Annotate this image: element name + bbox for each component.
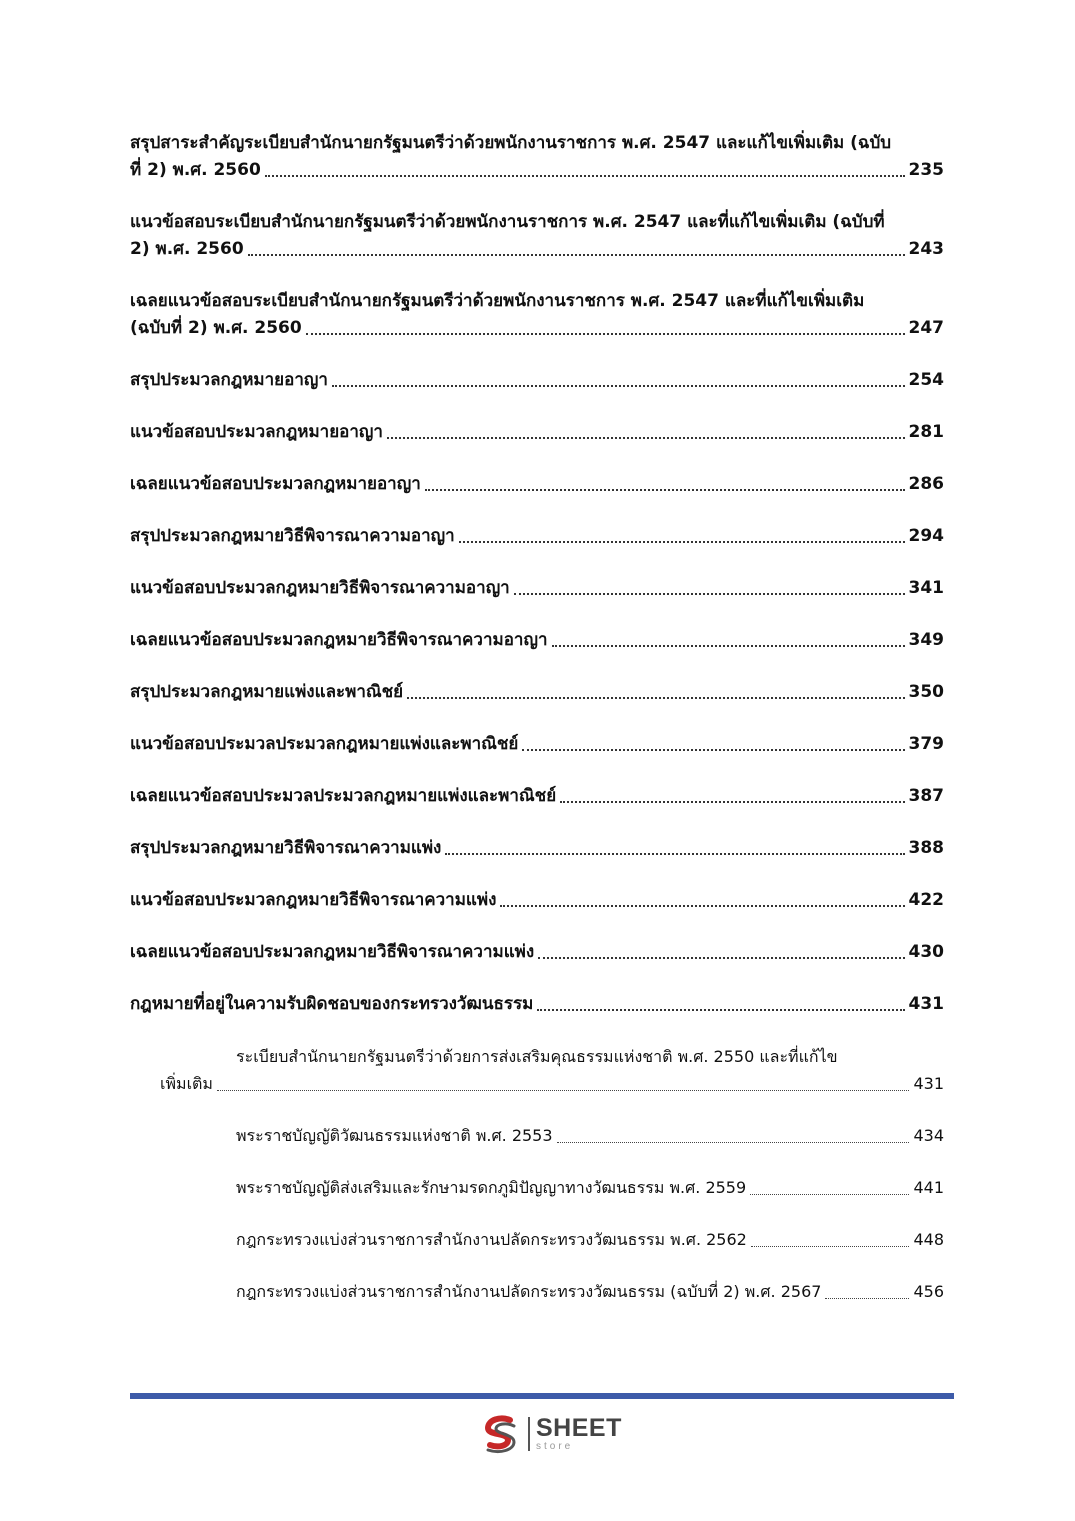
toc-entry-title: แนวข้อสอบประมวลกฎหมายอาญา: [130, 422, 383, 442]
dot-leader: [407, 697, 904, 699]
toc-entry[interactable]: [130, 731, 944, 758]
toc-subentry[interactable]: [130, 1226, 944, 1253]
toc-subentry-title: กฎกระทรวงแบ่งส่วนราชการสำนักงานปลัดกระทรวงวัฒนธรรม (ฉบับที่ 2) พ.ศ. 2567: [236, 1282, 822, 1301]
toc-entry[interactable]: [130, 130, 944, 184]
toc-entry-title: กฎหมายที่อยู่ในความรับผิดชอบของกระทรวงวัฒนธรรม: [130, 994, 534, 1014]
toc-entry-title: เฉลยแนวข้อสอบประมวลกฎหมายวิธีพิจารณาความอาญา: [130, 630, 548, 650]
toc-entry[interactable]: [130, 679, 944, 706]
dot-leader: [459, 541, 905, 543]
toc-entry[interactable]: [130, 471, 944, 498]
toc-entry-title: (ฉบับที่ 2) พ.ศ. 2560: [130, 318, 302, 338]
toc-entry-page: 294: [908, 526, 944, 546]
toc-subentry[interactable]: [130, 1122, 944, 1149]
dot-leader: [751, 1246, 910, 1247]
toc-subentry[interactable]: [130, 1043, 944, 1097]
toc-entry-title: แนวข้อสอบประมวลกฎหมายวิธีพิจารณาความแพ่ง: [130, 890, 497, 910]
toc-subentry-page: 448: [913, 1230, 944, 1249]
toc-entry-title-line1: แนวข้อสอบระเบียบสำนักนายกรัฐมนตรีว่าด้วยพนักงานราชการ พ.ศ. 2547 และที่แก้ไขเพิ่มเติม (ฉบับที่: [130, 212, 885, 232]
dot-leader: [306, 333, 905, 335]
toc-subentry-title: พระราชบัญญัติวัฒนธรรมแห่งชาติ พ.ศ. 2553: [236, 1126, 553, 1145]
toc-entry[interactable]: [130, 627, 944, 654]
toc-entry[interactable]: [130, 835, 944, 862]
sheet-store-logo: [478, 1412, 622, 1456]
toc-entry-page: 379: [908, 734, 944, 754]
dot-leader: [537, 1009, 904, 1011]
dot-leader: [825, 1298, 909, 1299]
toc-entry-page: 243: [908, 239, 944, 259]
toc-entry-page: 387: [908, 786, 944, 806]
toc-entry-title: เฉลยแนวข้อสอบประมวลประมวลกฎหมายแพ่งและพาณิชย์: [130, 786, 557, 806]
logo-sub-text: store: [536, 1441, 574, 1452]
dot-leader: [265, 175, 905, 177]
logo-wordmark: [536, 1416, 622, 1452]
toc-entry[interactable]: [130, 575, 944, 602]
toc-entry-title: สรุปประมวลกฎหมายวิธีพิจารณาความแพ่ง: [130, 838, 442, 858]
dot-leader: [514, 593, 905, 595]
toc-entry-title: แนวข้อสอบประมวลกฎหมายวิธีพิจารณาความอาญา: [130, 578, 510, 598]
footer-divider: [130, 1393, 954, 1399]
toc-entry-page: 388: [908, 838, 944, 858]
logo-main-text: SHEET: [536, 1414, 622, 1442]
dot-leader: [425, 489, 905, 491]
toc-entry-title: สรุปประมวลกฎหมายวิธีพิจารณาความอาญา: [130, 526, 455, 546]
toc-entry-page: 422: [908, 890, 944, 910]
toc-subentry-page: 434: [913, 1126, 944, 1145]
toc-entry-page: 349: [908, 630, 944, 650]
toc-entry-title-line1: เฉลยแนวข้อสอบระเบียบสำนักนายกรัฐมนตรีว่าด้วยพนักงานราชการ พ.ศ. 2547 และที่แก้ไขเพิ่มเติม: [130, 291, 865, 311]
toc-entry[interactable]: [130, 887, 944, 914]
toc-entry[interactable]: [130, 288, 944, 342]
table-of-contents: [130, 130, 944, 1330]
dot-leader: [750, 1194, 909, 1195]
toc-entry-title: สรุปประมวลกฎหมายแพ่งและพาณิชย์: [130, 682, 404, 702]
dot-leader: [557, 1142, 910, 1143]
toc-entry-page: 281: [908, 422, 944, 442]
toc-entry-title: 2) พ.ศ. 2560: [130, 239, 244, 259]
toc-entry-page: 254: [908, 370, 944, 390]
toc-entry-title: เฉลยแนวข้อสอบประมวลกฎหมายอาญา: [130, 474, 421, 494]
toc-entry-title: แนวข้อสอบประมวลประมวลกฎหมายแพ่งและพาณิชย์: [130, 734, 519, 754]
toc-entry-title: ที่ 2) พ.ศ. 2560: [130, 160, 261, 180]
logo-divider: [528, 1417, 530, 1451]
toc-entry-title-line1: สรุปสาระสำคัญระเบียบสำนักนายกรัฐมนตรีว่าด้วยพนักงานราชการ พ.ศ. 2547 และแก้ไขเพิ่มเติม (ฉบับ: [130, 133, 892, 153]
toc-subentry-title: กฎกระทรวงแบ่งส่วนราชการสำนักงานปลัดกระทรวงวัฒนธรรม พ.ศ. 2562: [236, 1230, 747, 1249]
toc-entry-page: 350: [908, 682, 944, 702]
toc-entry-page: 341: [908, 578, 944, 598]
toc-entry[interactable]: [130, 209, 944, 263]
toc-subentry-title: พระราชบัญญัติส่งเสริมและรักษามรดกภูมิปัญญาทางวัฒนธรรม พ.ศ. 2559: [236, 1178, 747, 1197]
dot-leader: [248, 254, 905, 256]
toc-entry[interactable]: [130, 991, 944, 1018]
toc-subentry-title-line1: ระเบียบสำนักนายกรัฐมนตรีว่าด้วยการส่งเสริมคุณธรรมแห่งชาติ พ.ศ. 2550 และที่แก้ไข: [236, 1047, 838, 1066]
toc-subentry-page: 441: [913, 1178, 944, 1197]
sheet-store-s-icon: [478, 1412, 522, 1456]
toc-entry-page: 247: [908, 318, 944, 338]
toc-entry-page: 235: [908, 160, 944, 180]
toc-subentry-page: 456: [913, 1282, 944, 1301]
dot-leader: [522, 749, 904, 751]
toc-entry[interactable]: [130, 783, 944, 810]
dot-leader: [217, 1090, 909, 1091]
toc-entry[interactable]: [130, 419, 944, 446]
toc-entry-page: 431: [908, 994, 944, 1014]
dot-leader: [538, 957, 904, 959]
toc-entry-title: สรุปประมวลกฎหมายอาญา: [130, 370, 328, 390]
dot-leader: [445, 853, 904, 855]
toc-entry-title: เฉลยแนวข้อสอบประมวลกฎหมายวิธีพิจารณาความแพ่ง: [130, 942, 535, 962]
dot-leader: [500, 905, 904, 907]
dot-leader: [332, 385, 905, 387]
toc-entry-page: 286: [908, 474, 944, 494]
toc-subentry-page: 431: [913, 1074, 944, 1093]
toc-subentry-title: เพิ่มเติม: [160, 1074, 213, 1093]
dot-leader: [560, 801, 904, 803]
toc-entry[interactable]: [130, 523, 944, 550]
dot-leader: [552, 645, 905, 647]
toc-entry[interactable]: [130, 939, 944, 966]
toc-entry-page: 430: [908, 942, 944, 962]
dot-leader: [387, 437, 905, 439]
toc-entry[interactable]: [130, 367, 944, 394]
toc-subentry[interactable]: [130, 1174, 944, 1201]
toc-subentry[interactable]: [130, 1278, 944, 1305]
